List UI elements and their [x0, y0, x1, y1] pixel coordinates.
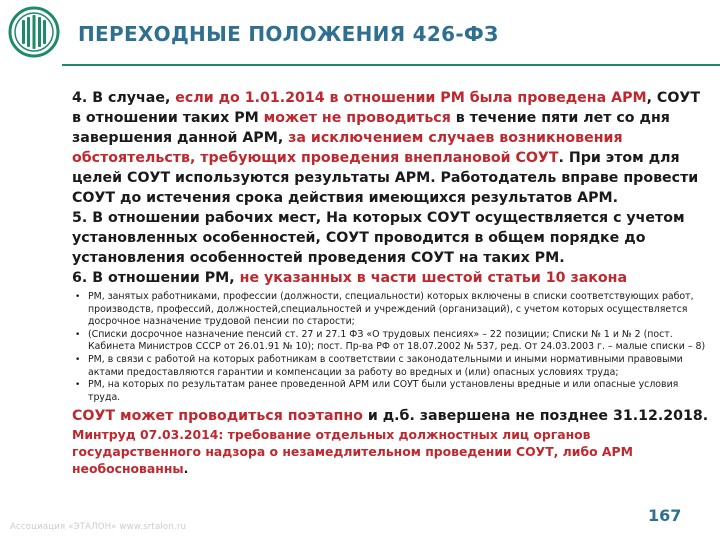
bullet-text: (Списки досрочное назначение пенсий ст. 27 и 27.1 ФЗ «О трудовых пенсиях» – 22 позиции; Списки № 1 и № 2 (пост. Кабинета Министров СССР от 26.01.91 № 10); пост. Пр-ва РФ от 18.07.2002 № 537, ред. От 24.03.2003 г. – малые списки – 8)	[88, 328, 706, 353]
list-item	[72, 379, 712, 404]
p4-highlight-condition: если до 1.01.2014 в отношении РМ была проведена АРМ	[175, 90, 647, 106]
footer-watermark: Ассоциация «ЭТАЛОН» www.srtalon.ru	[10, 522, 187, 532]
bullet-dot: •	[75, 354, 81, 365]
tree-rings-logo	[8, 6, 60, 58]
list-item	[72, 329, 712, 354]
bullet-text: РМ, в связи с работой на которых работникам в соответствии с законодательными и иными нормативными правовыми актами предоставляются гарантии и компенсации за работу во вредных и (или) опасных условиях труда;	[88, 353, 683, 378]
list-item	[72, 291, 712, 329]
p4-part-g: . При этом для целей СОУТ используются результаты АРМ. Работодатель вправе провести СОУТ до истечения срока действия имеющихся результатов АРМ.	[72, 150, 699, 206]
paragraph-4	[72, 88, 712, 208]
deadline-text: и д.б. завершена не позднее 31.12.2018.	[362, 408, 709, 425]
paragraph-mintrud	[72, 426, 712, 477]
bullet-dot: •	[75, 329, 81, 340]
p4-part-e: в течение пяти лет со дня завершения данной АРМ,	[72, 110, 670, 146]
mintrud-end: .	[183, 461, 189, 477]
p4-highlight-exception: за исключением случаев возникновения обстоятельств, требующих проведения внеплановой СОУТ	[72, 130, 623, 166]
bullet-dot: •	[75, 380, 81, 391]
p6-part-a: 6. В отношении РМ,	[72, 270, 240, 286]
p4-highlight-may-not: может не проводиться	[263, 110, 451, 126]
p4-part-a: 4. В случае,	[72, 90, 176, 106]
p6-highlight: не указанных в части шестой статьи 10 закона	[239, 270, 628, 286]
bullet-text: РМ, занятых работниками, профессии (должности, специальности) которых включены в списки соответствующих работ, производств, профессий, должностей,специальностей и учреждений (организаций), с учетом которых осуществляется досрочное назначение трудовой пенсии по старости;	[88, 291, 694, 328]
bullet-dot: •	[75, 292, 81, 302]
paragraph-6	[72, 268, 712, 288]
bullet-list	[72, 291, 712, 404]
page-number: 167	[648, 506, 682, 525]
page-title: ПЕРЕХОДНЫЕ ПОЛОЖЕНИЯ 426-ФЗ	[78, 22, 499, 46]
list-item	[72, 354, 712, 379]
title-divider	[62, 64, 720, 66]
bullet-text: РМ, на которых по результатам ранее проведенной АРМ или СОУТ были установлены вредные и или опасные условия труда.	[88, 379, 679, 403]
paragraph-deadline	[72, 406, 712, 426]
mintrud-highlight: Минтруд 07.03.2014: требование отдельных должностных лиц органов государственного надзора о незамедлительном проведении СОУТ, либо АРМ необоснованны	[72, 427, 633, 477]
slide-body	[72, 88, 712, 477]
deadline-highlight: СОУТ может проводиться поэтапно	[72, 408, 363, 425]
p4-part-c: , СОУТ в отношении таких РМ	[72, 90, 701, 126]
paragraph-5: 5. В отношении рабочих мест, На которых СОУТ осуществляется с учетом установленных особенностей, СОУТ проводится в общем порядке до установления особенностей проведения СОУТ на таких РМ.	[72, 210, 685, 266]
